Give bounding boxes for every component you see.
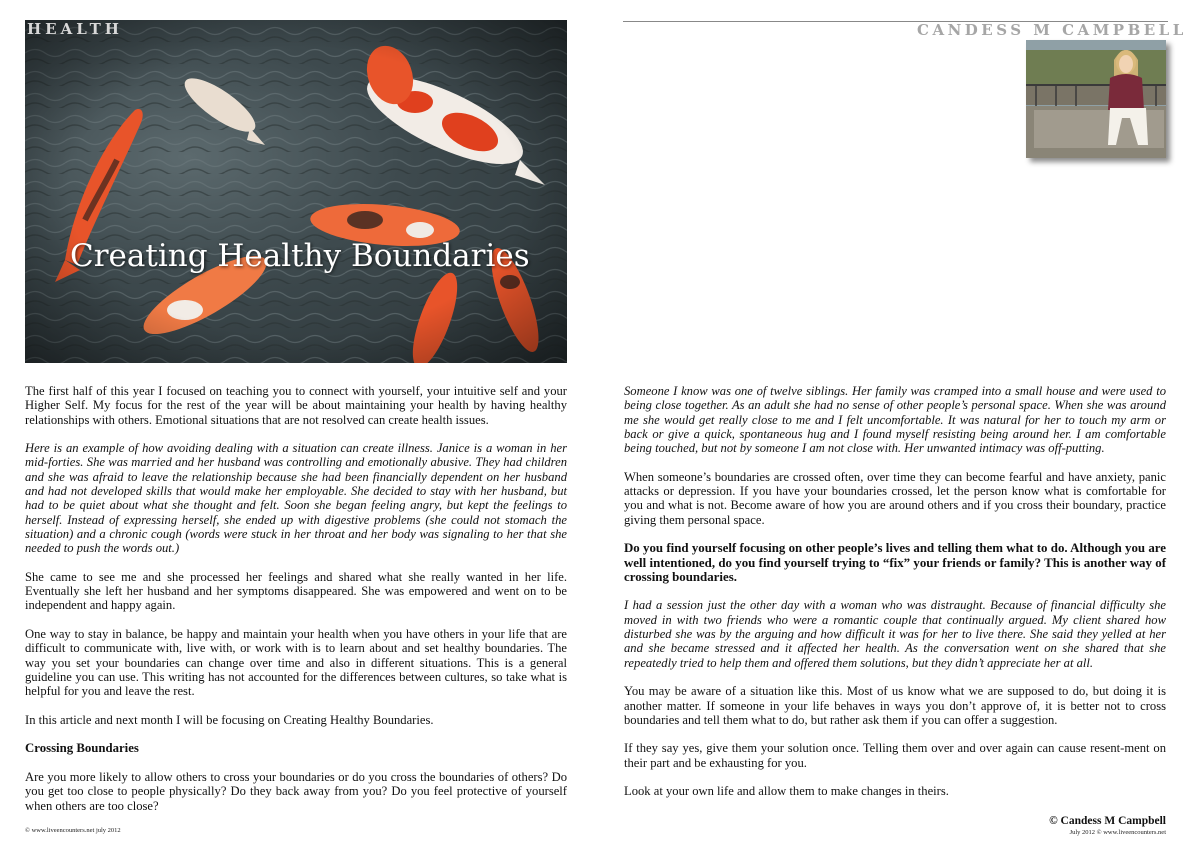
article-title: Creating Healthy Boundaries	[70, 238, 530, 274]
paragraph-example: Here is an example of how avoiding dealing with a situation can create illness. Janice is a woman in her mid-forties. She was married and her husband was controlling and emotionally abusive. They had children and she was afraid to leave the relationship because she had been financially dependent on her husband and had not developed skills that would make her employable. She decided to stay with her husband, but had to be quiet about what she thought and felt. Soon she began feeling angry, but kept the feelings to herself. Instead of expressing herself, she ended up with digestive problems (she could not stomach the situation) and a chronic cough (words were stuck in her throat and her body was signaling to her that she needed to push the words out.)	[25, 441, 567, 556]
paragraph-example: I had a session just the other day with a woman who was distraught. Because of financial difficulty she moved in with two friends who were a romantic couple that continually argued. My client shared how disturbed she was by the arguing and how difficult it was for her to live there. She said they yelled at her and she became stressed and it affected her health. As the conversation went on she shared that she repeatedly tried to help them and offered them solutions, but they didn’t appreciate her at all.	[624, 598, 1166, 670]
paragraph: You may be aware of a situation like this. Most of us know what we are supposed to do, but doing it is another matter. If someone in your life behaves in ways you don’t approve of, it is better not to cross boundaries and tell them what to do, but rather ask them if you can offer a suggestion.	[624, 684, 1166, 727]
section-label: HEALTH	[27, 20, 123, 38]
paragraph: One way to stay in balance, be happy and maintain your health when you have others in your life that are difficult to communicate with, live with, or work with is to learn about and set healthy boundaries. The way you set your boundaries can change over time and also in different situations. This is a general guideline you can use. This writing has not accounted for the differences between cultures, so take what is helpful for you and leave the rest.	[25, 627, 567, 699]
subheading: Crossing Boundaries	[25, 741, 139, 756]
paragraph-example: Someone I know was one of twelve siblings. Her family was cramped into a small house and were used to being close together. As an adult she had no sense of other people’s personal space. When she was around me she would get really close to me and I felt uncomfortable. It was natural for her to touch my arm or back or give a quick, spontaneous hug and I found myself resisting being around her. I am comfortable being touched, but not by someone I am not close with. Her unwanted intimacy was off-putting.	[624, 384, 1166, 456]
author-name: CANDESS M CAMPBELL	[917, 21, 1187, 39]
paragraph: When someone’s boundaries are crossed often, over time they can become fearful and have anxiety, panic attacks or depression. If you have your boundaries crossed, let the person know what is comfortable for you and what is not. Become aware of how you are around others and if you cross their boundary, practice giving them personal space.	[624, 469, 1166, 527]
footer-left: © www.liveencounters.net july 2012	[25, 827, 121, 834]
right-column	[624, 384, 1166, 813]
paragraph: Are you more likely to allow others to cross your boundaries or do you cross the boundaries of others? Do you get too close to people physically? Do they back away from you? Do you feel protective of yourself when others are too close?	[25, 770, 567, 813]
author-photo	[1026, 40, 1166, 158]
koi-pond-illustration	[25, 20, 567, 363]
paragraph: In this article and next month I will be focusing on Creating Healthy Boundaries.	[25, 712, 434, 727]
paragraph: If they say yes, give them your solution once. Telling them over and over again can cause resent-ment on their part and be exhausting for you.	[624, 741, 1166, 770]
paragraph: The first half of this year I focused on teaching you to connect with yourself, your intuitive self and your Higher Self. My focus for the rest of the year will be about maintaining your health by having healthy relationships with others. Emotional situations that are not resolved can create health issues.	[25, 384, 567, 427]
footer-copyright: © Candess M Campbell	[1049, 815, 1166, 827]
hero-image	[25, 20, 567, 363]
paragraph-emphasis: Do you find yourself focusing on other people’s lives and telling them what to do. Although you are well intentioned, do you find yourself trying to “fix” your friends or family? This is another way of crossing boundaries.	[624, 541, 1166, 584]
paragraph: She came to see me and she processed her feelings and shared what she really wanted in her life. Eventually she left her husband and her symptoms disappeared. She was empowered and went on to be independent and happy again.	[25, 569, 567, 613]
paragraph: Look at your own life and allow them to make changes in theirs.	[624, 784, 949, 799]
left-column	[25, 384, 567, 827]
author-portrait-illustration	[1026, 40, 1166, 158]
footer-right: July 2012 © www.liveencounters.net	[1069, 829, 1166, 836]
